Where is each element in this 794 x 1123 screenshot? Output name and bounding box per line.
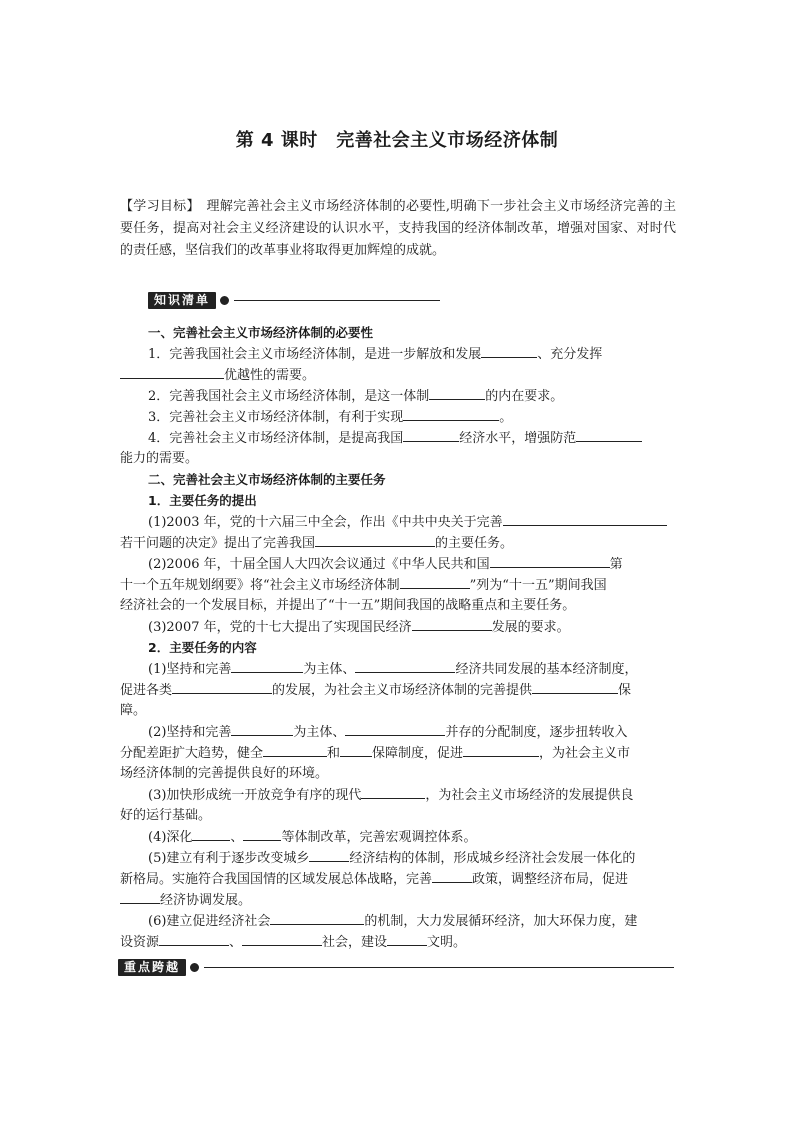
blank[interactable] xyxy=(231,658,303,673)
text: 的发展，为社会主义市场经济体制的完善提供 xyxy=(272,683,533,698)
text-line xyxy=(120,826,704,848)
text-line xyxy=(120,868,676,890)
text-line xyxy=(120,364,676,386)
text: 优越性的需要。 xyxy=(224,368,316,383)
text: 等体制改革，完善宏观调控体系。 xyxy=(281,830,477,845)
blank[interactable] xyxy=(432,868,472,883)
section-label: 知识清单 xyxy=(148,292,216,309)
page-title: 第 4 课时 完善社会主义市场经济体制 xyxy=(235,130,559,151)
heading-2-1: 1．主要任务的提出 xyxy=(148,493,257,508)
text: 社会，建设 xyxy=(322,935,388,950)
text-line xyxy=(120,889,676,911)
text-line: 好的运行基础。 xyxy=(120,808,212,823)
blank[interactable] xyxy=(120,889,160,904)
text-line xyxy=(120,847,704,869)
text: 发展的要求。 xyxy=(491,620,570,635)
text: 文明。 xyxy=(427,935,467,950)
bullet-icon xyxy=(219,295,230,306)
blank[interactable] xyxy=(481,343,537,358)
text: 经济协调发展。 xyxy=(160,893,252,908)
blank[interactable] xyxy=(242,931,322,946)
blank[interactable] xyxy=(403,427,459,442)
bullet-icon xyxy=(189,962,200,973)
text: 政策，调整经济布局，促进 xyxy=(472,872,629,887)
blank[interactable] xyxy=(309,847,349,862)
text-line: 场经济体制的完善提供良好的环境。 xyxy=(120,766,329,781)
section-bar-key-points xyxy=(118,958,674,976)
blank[interactable] xyxy=(345,721,445,736)
text: ，为社会主义市 xyxy=(539,746,631,761)
blank[interactable] xyxy=(532,679,618,694)
text: 并存的分配制度，逐步扭转收入 xyxy=(445,725,628,740)
text-line xyxy=(120,511,704,533)
text: (2)2006 年，十届全国人大四次会议通过《中华人民共和国 xyxy=(148,557,490,572)
text-line xyxy=(120,406,704,428)
text-line xyxy=(120,532,676,554)
text-line xyxy=(120,721,704,743)
text: (1)2003 年，党的十六届三中全会，作出《中共中央关于完善 xyxy=(148,515,503,530)
text-line xyxy=(120,427,704,449)
text-line xyxy=(120,616,704,638)
heading-2-2: 2．主要任务的内容 xyxy=(148,640,257,655)
text: 1．完善我国社会主义市场经济体制，是进一步解放和发展 xyxy=(148,347,482,362)
blank[interactable] xyxy=(263,742,327,757)
text: 经济水平，增强防范 xyxy=(459,431,577,446)
text: 十一个五年规划纲要》将“社会主义市场经济体制 xyxy=(120,578,400,593)
blank[interactable] xyxy=(412,616,492,631)
text-line xyxy=(120,931,676,953)
blank[interactable] xyxy=(340,742,372,757)
text: 为主体、 xyxy=(293,725,346,740)
text: 分配差距扩大趋势，健全 xyxy=(120,746,264,761)
text: 经济共同发展的基本经济制度， xyxy=(455,662,638,677)
text: (3)加快形成统一开放竞争有序的现代 xyxy=(148,788,362,803)
text-line xyxy=(120,658,704,680)
text: 的主要任务。 xyxy=(435,536,514,551)
blank[interactable] xyxy=(429,385,485,400)
text: 的内在要求。 xyxy=(485,389,564,404)
text-line: 经济社会的一个发展目标，并提出了“十一五”期间我国的战略重点和主要任务。 xyxy=(120,598,576,613)
heading-2: 二、完善社会主义市场经济体制的主要任务 xyxy=(148,472,386,487)
text: (2)坚持和完善 xyxy=(148,725,232,740)
text-line xyxy=(120,679,676,701)
text-line: 障。 xyxy=(120,703,147,718)
section-bar-knowledge xyxy=(148,291,440,309)
text: 经济结构的体制，形成城乡经济社会发展一体化的 xyxy=(349,851,636,866)
blank[interactable] xyxy=(192,826,230,841)
text-line: 能力的需要。 xyxy=(120,451,199,466)
text: 、充分发挥 xyxy=(537,347,603,362)
text: 促进各类 xyxy=(120,683,173,698)
objectives-text: 理解完善社会主义市场经济体制的必要性,明确下一步社会主义市场经济完善的主要任务，提高对社会主义经济建设的认识水平，支持我国的经济体制改革，增强对国家、对时代的责任感，坚信我们的改革事业将取得更加辉煌的成就。 xyxy=(120,199,676,258)
blank[interactable] xyxy=(576,427,642,442)
blank[interactable] xyxy=(361,784,425,799)
text-line xyxy=(120,553,704,575)
text: 2．完善我国社会主义市场经济体制，是这一体制 xyxy=(148,389,430,404)
blank[interactable] xyxy=(243,826,281,841)
text: 保障制度，促进 xyxy=(372,746,464,761)
blank[interactable] xyxy=(355,658,455,673)
text-line xyxy=(120,742,676,764)
text: (4)深化 xyxy=(148,830,193,845)
text: 若干问题的决定》提出了完善我国 xyxy=(120,536,316,551)
blank[interactable] xyxy=(490,553,610,568)
heading-1: 一、完善社会主义市场经济体制的必要性 xyxy=(148,325,374,340)
text-line xyxy=(120,784,704,806)
section-label: 重点跨越 xyxy=(118,959,186,976)
blank[interactable] xyxy=(270,910,364,925)
text-line xyxy=(120,910,704,932)
text: (3)2007 年，党的十七大提出了实现国民经济 xyxy=(148,620,412,635)
text: ，为社会主义市场经济的发展提供良 xyxy=(425,788,634,803)
blank[interactable] xyxy=(400,574,470,589)
text-line xyxy=(120,343,704,365)
text: 第 xyxy=(609,557,623,572)
text: 和 xyxy=(327,746,341,761)
blank[interactable] xyxy=(315,532,435,547)
text: 为主体、 xyxy=(303,662,356,677)
blank[interactable] xyxy=(172,679,272,694)
blank[interactable] xyxy=(403,406,499,421)
divider xyxy=(204,967,674,968)
text: 3．完善社会主义市场经济体制，有利于实现 xyxy=(148,410,404,425)
text-line xyxy=(120,385,704,407)
text: 、 xyxy=(229,935,243,950)
divider xyxy=(234,300,440,301)
blank[interactable] xyxy=(387,931,427,946)
text: 4．完善社会主义市场经济体制，是提高我国 xyxy=(148,431,404,446)
text: ”列为“十一五”期间我国 xyxy=(469,578,607,593)
text: 设资源 xyxy=(120,935,160,950)
text: 的机制，大力发展循环经济，加大环保力度，建 xyxy=(364,914,638,929)
blank[interactable] xyxy=(159,931,229,946)
text: 。 xyxy=(499,410,513,425)
blank[interactable] xyxy=(503,511,667,526)
text: 新格局。实施符合我国国情的区域发展总体战略，完善 xyxy=(120,872,433,887)
blank[interactable] xyxy=(120,364,224,379)
text: 、 xyxy=(230,830,244,845)
blank[interactable] xyxy=(463,742,539,757)
text: (6)建立促进经济社会 xyxy=(148,914,271,929)
blank[interactable] xyxy=(231,721,293,736)
learning-objectives xyxy=(120,196,676,262)
text: (5)建立有利于逐步改变城乡 xyxy=(148,851,310,866)
text-line xyxy=(120,574,676,596)
text: 保 xyxy=(618,683,632,698)
text: (1)坚持和完善 xyxy=(148,662,232,677)
objectives-label: 【学习目标】 xyxy=(120,199,194,214)
